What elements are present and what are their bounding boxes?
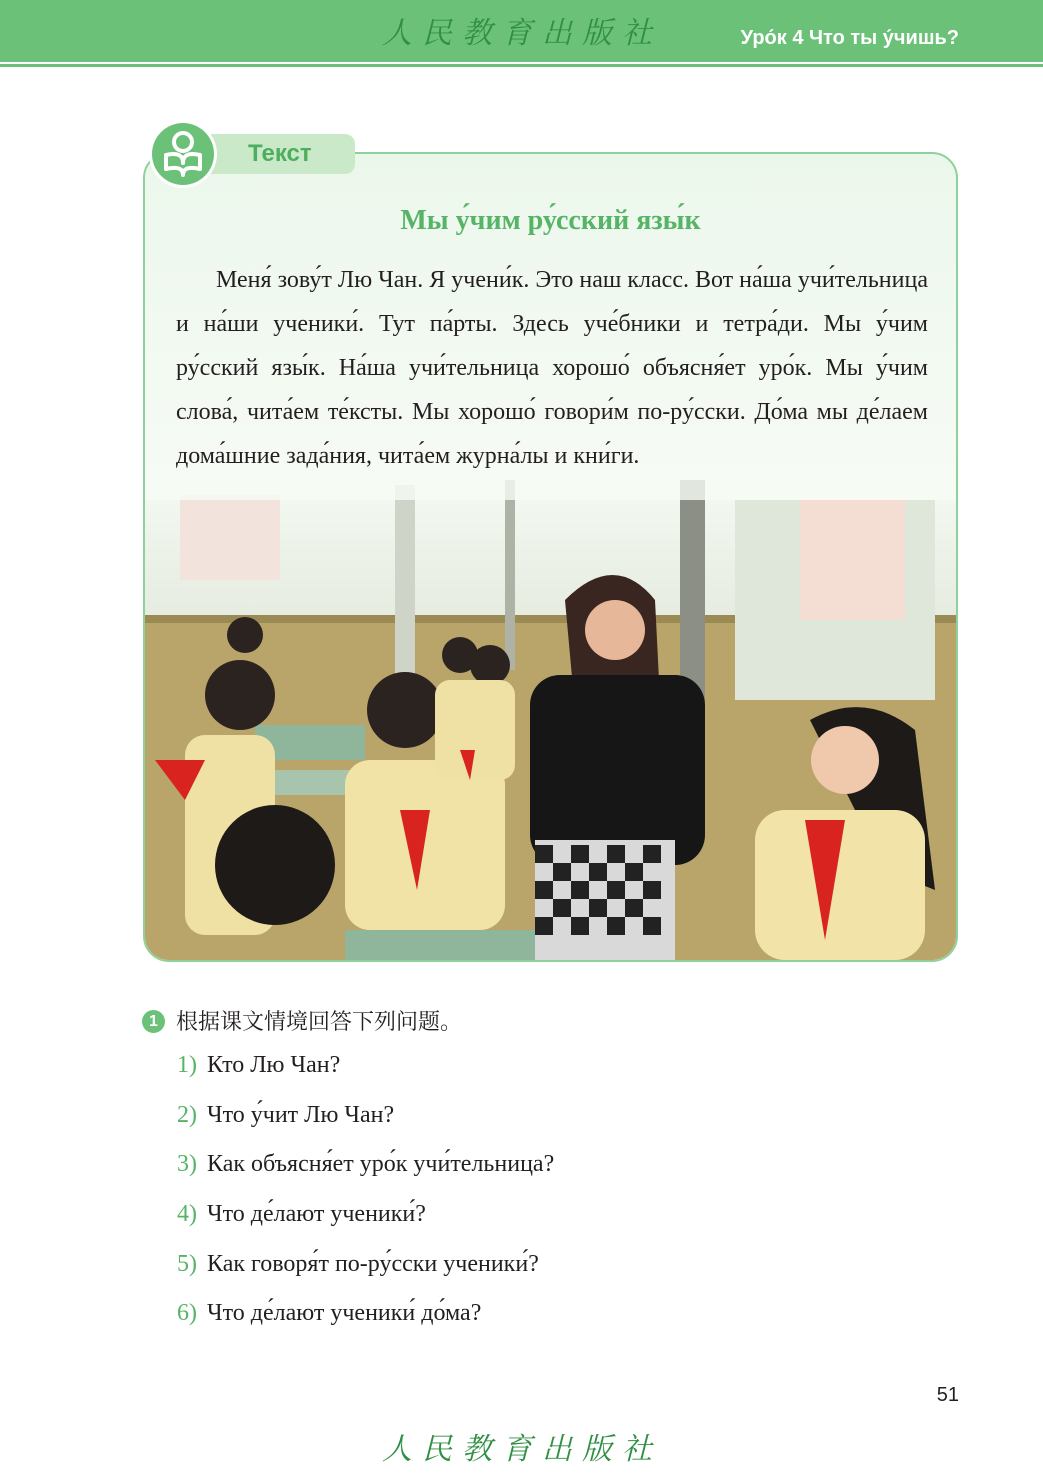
page-number: 51 [936, 1384, 959, 1406]
lesson-title: Уро́к 4 Что ты у́чишь? [740, 27, 959, 49]
question-item [177, 1251, 539, 1278]
question-number: 2) [177, 1102, 197, 1128]
question-item [177, 1052, 340, 1079]
question-text: Что у́чит Лю Чан? [207, 1102, 395, 1128]
question-text: Кто Лю Чан? [207, 1052, 341, 1078]
text-paragraph: Меня́ зову́т Лю Чан. Я учени́к. Это наш класс. Вот на́ша учи́тельница и на́ши ученики́. Тут па́рты. Здесь уче́бники и тетра́ди. Мы у́чим ру́сский язы́к. На́ша учи́тельница хорошо́ объясня́ет уро́к. Мы у́чим слова́, чита́ем те́ксты. Мы хорошо́ говори́м по-ру́сски. До́ма мы де́лаем дома́шние зада́ния, чита́ем журна́лы и кни́ги. [176, 267, 928, 469]
exercise-instruction: 根据课文情境回答下列问题。 [176, 1010, 463, 1035]
classroom-photo [145, 470, 956, 960]
header-rule [0, 64, 1043, 67]
question-text: Как объясня́ет уро́к учи́тельница? [207, 1151, 555, 1177]
question-number: 5) [177, 1251, 197, 1277]
question-text: Что де́лают ученики́ до́ма? [207, 1300, 482, 1326]
question-item [177, 1201, 426, 1228]
question-number: 4) [177, 1201, 197, 1227]
publisher-logo: 人民教育出版社 [382, 16, 662, 51]
reader-icon [152, 123, 214, 185]
exercise-number-badge: 1 [142, 1010, 165, 1033]
question-item [177, 1151, 554, 1178]
footer-publisher-logo: 人民教育出版社 [382, 1432, 662, 1467]
question-number: 6) [177, 1300, 197, 1326]
question-text: Что де́лают ученики́? [207, 1201, 426, 1227]
question-item [177, 1300, 481, 1327]
text-heading: Мы у́чим ру́сский язы́к [400, 205, 701, 236]
question-number: 1) [177, 1052, 197, 1078]
question-number: 3) [177, 1151, 197, 1177]
question-item [177, 1102, 394, 1129]
question-text: Как говоря́т по-ру́сски ученики́? [207, 1251, 539, 1277]
section-tab-label: Текст [180, 134, 355, 174]
